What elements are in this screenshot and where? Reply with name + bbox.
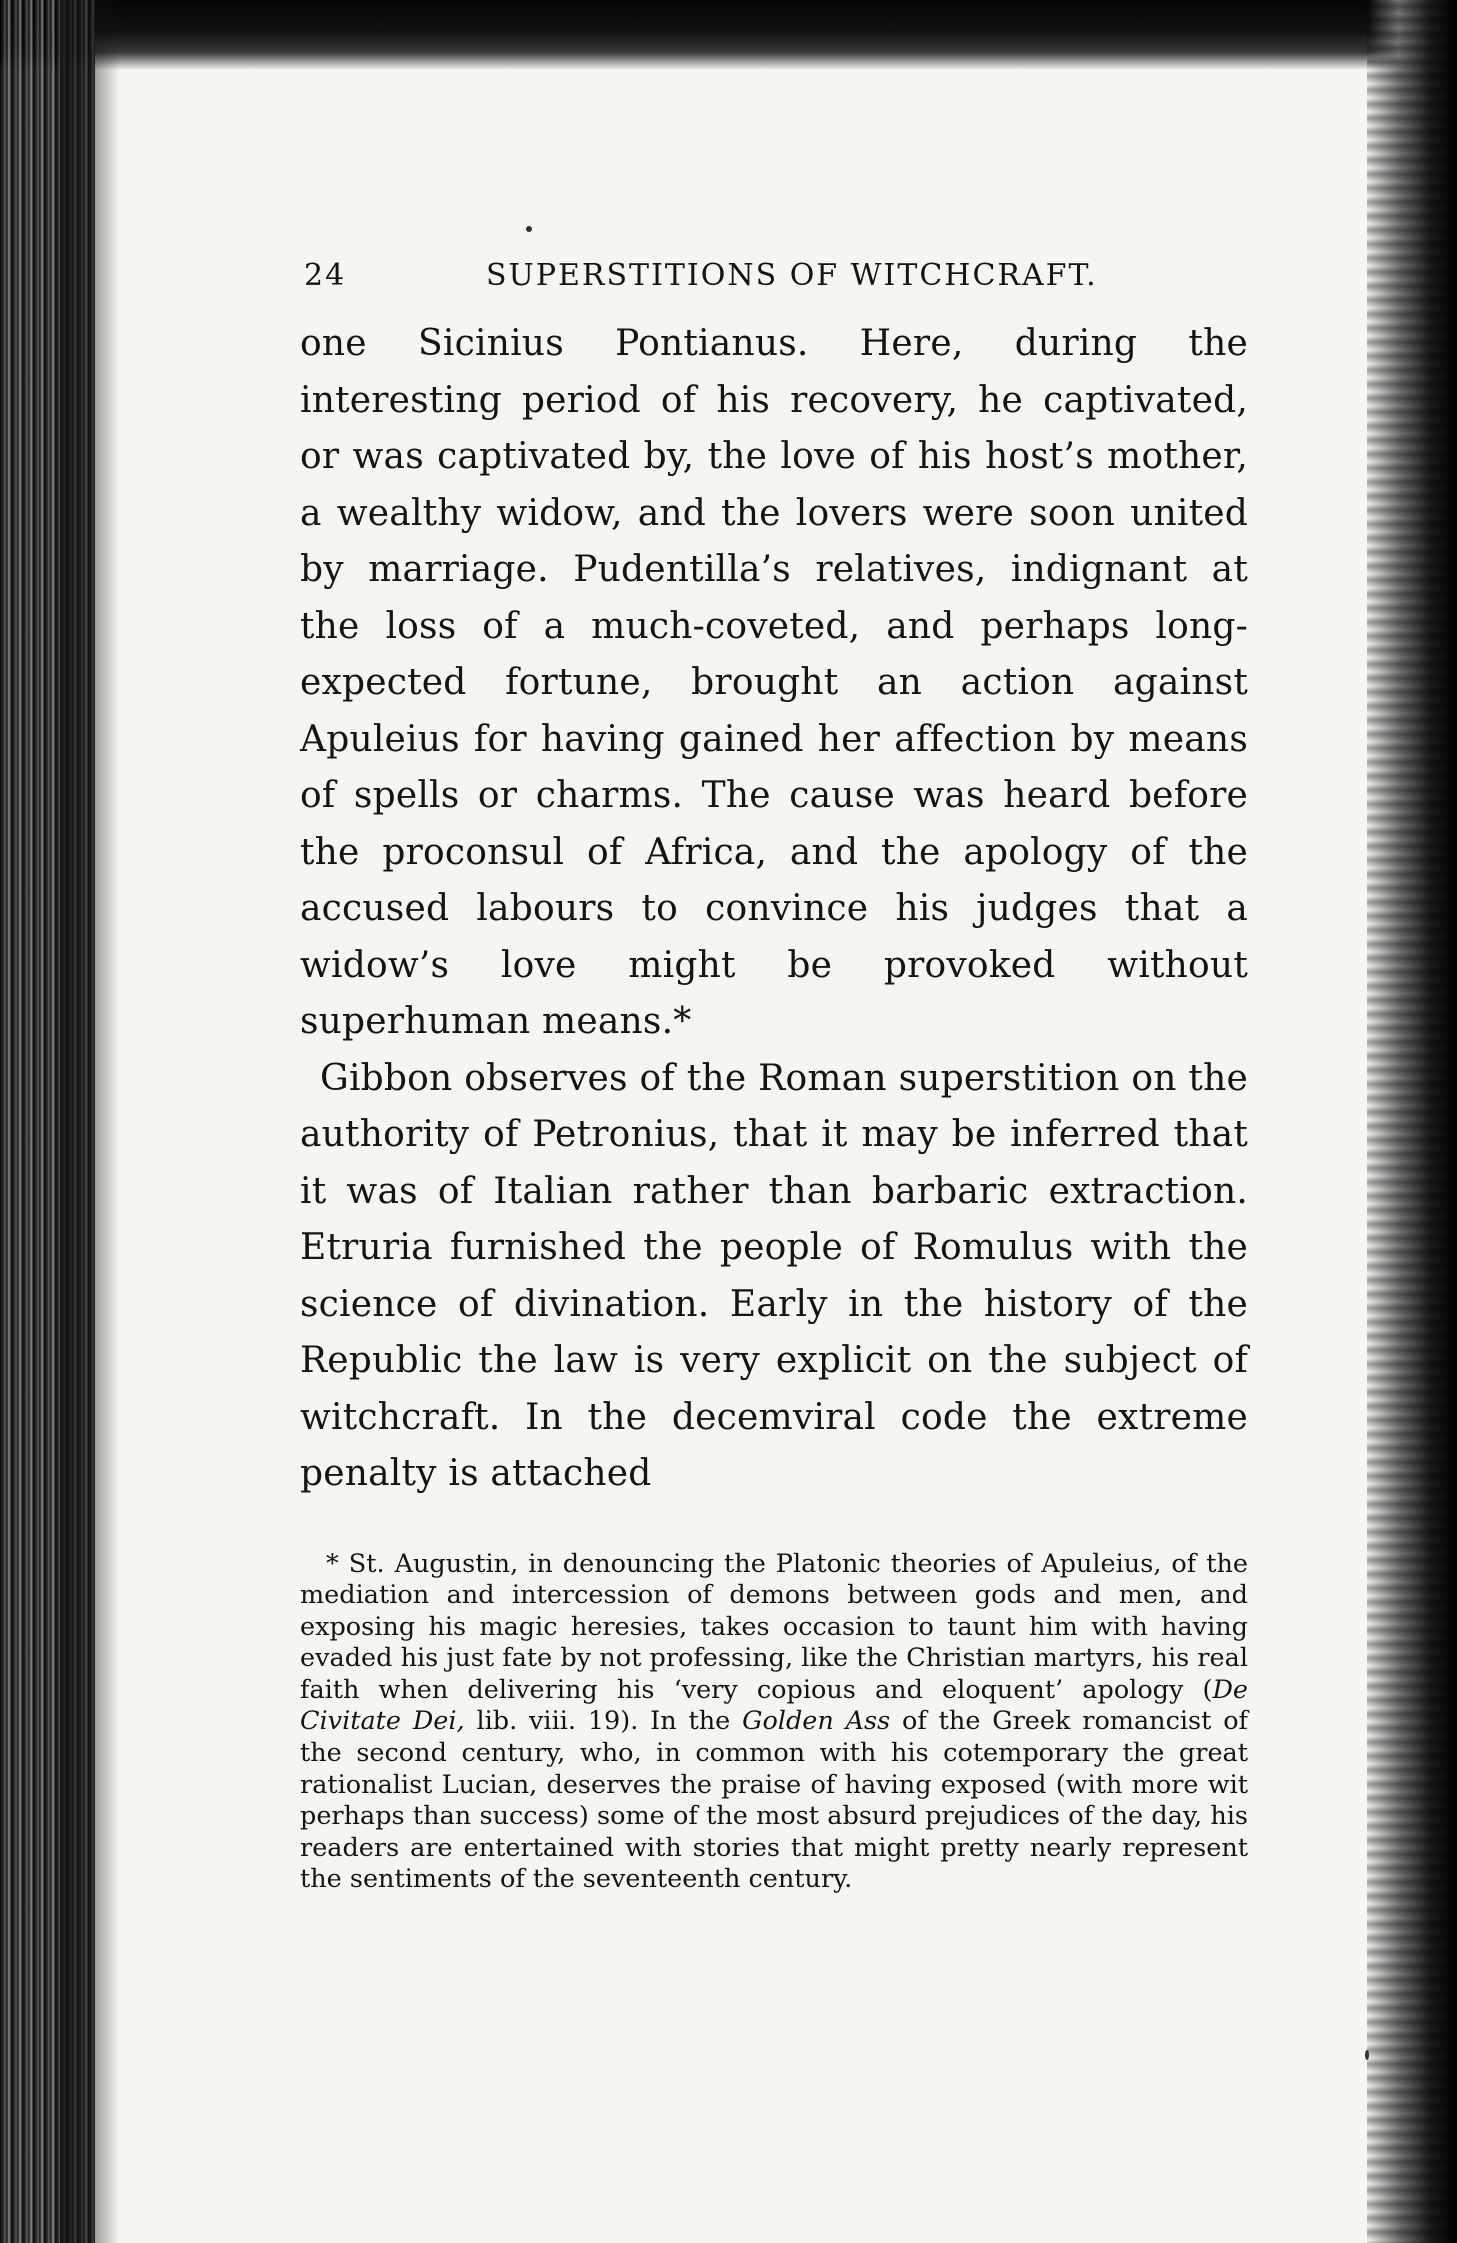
body-text — [300, 316, 1248, 1503]
running-head — [300, 240, 1248, 310]
footnote-italic-title: De Civitate Dei, — [300, 1674, 1248, 1737]
scan-top-shadow — [0, 0, 1457, 70]
paragraph: Gibbon observes of the Roman superstition on the authority of Petronius, that it may be inferred that it was of Italian rather than barbaric extraction. Etruria furnished the people of Romulus with the science of divination. Early in the history of the Republic the law is very explicit on the subject of witchcraft. In the decemviral code the extreme penalty is attached — [300, 1057, 1248, 1494]
page-number: 24 — [304, 258, 347, 293]
footnote-text: * St. Augustin, in denouncing the Platonic theories of Apuleius, of the mediation and intercession of demons between gods and men, and exposing his magic heresies, takes occasion to taunt him with having evaded his just fate by not professing, like the Christian martyrs, his real faith when delivering his ‘very copious and eloquent’ apology ( — [300, 1548, 1248, 1705]
footnote-text: lib. viii. 19). In the — [464, 1706, 743, 1737]
footnote-text: of the Greek romancist of the second century, who, in common with his cotemporary the great rationalist Lucian, deserves the praise of having exposed (with more wit perhaps than success) some of the most absurd prejudices of the day, his readers are entertained with stories that might pretty nearly represent the sentiments of the seventeenth century. — [300, 1706, 1248, 1895]
paragraph: one Sicinius Pontianus. Here, during the interesting period of his recovery, he captivated, or was captivated by, the love of his host’s mother, a wealthy widow, and the lovers were soon united by marriage. Pudentilla’s relatives, indignant at the loss of a much-coveted, and perhaps long-expected fortune, brought an action against Apuleius for having gained her affection by means of spells or charms. The cause was heard before the proconsul of Africa, and the apology of the accused labours to convince his judges that a widow’s love might be provoked without superhuman means.* — [300, 323, 1248, 1042]
ink-speck — [1365, 2050, 1369, 2060]
running-title: SUPERSTITIONS OF WITCHCRAFT. — [486, 258, 1098, 293]
footnote — [300, 1549, 1248, 1897]
gutter-shadow — [60, 0, 120, 2243]
page-edge-shadow — [1367, 0, 1457, 2243]
footnote-italic-title: Golden Ass — [742, 1706, 891, 1737]
book-page — [300, 240, 1248, 1896]
ink-speck — [526, 226, 532, 232]
